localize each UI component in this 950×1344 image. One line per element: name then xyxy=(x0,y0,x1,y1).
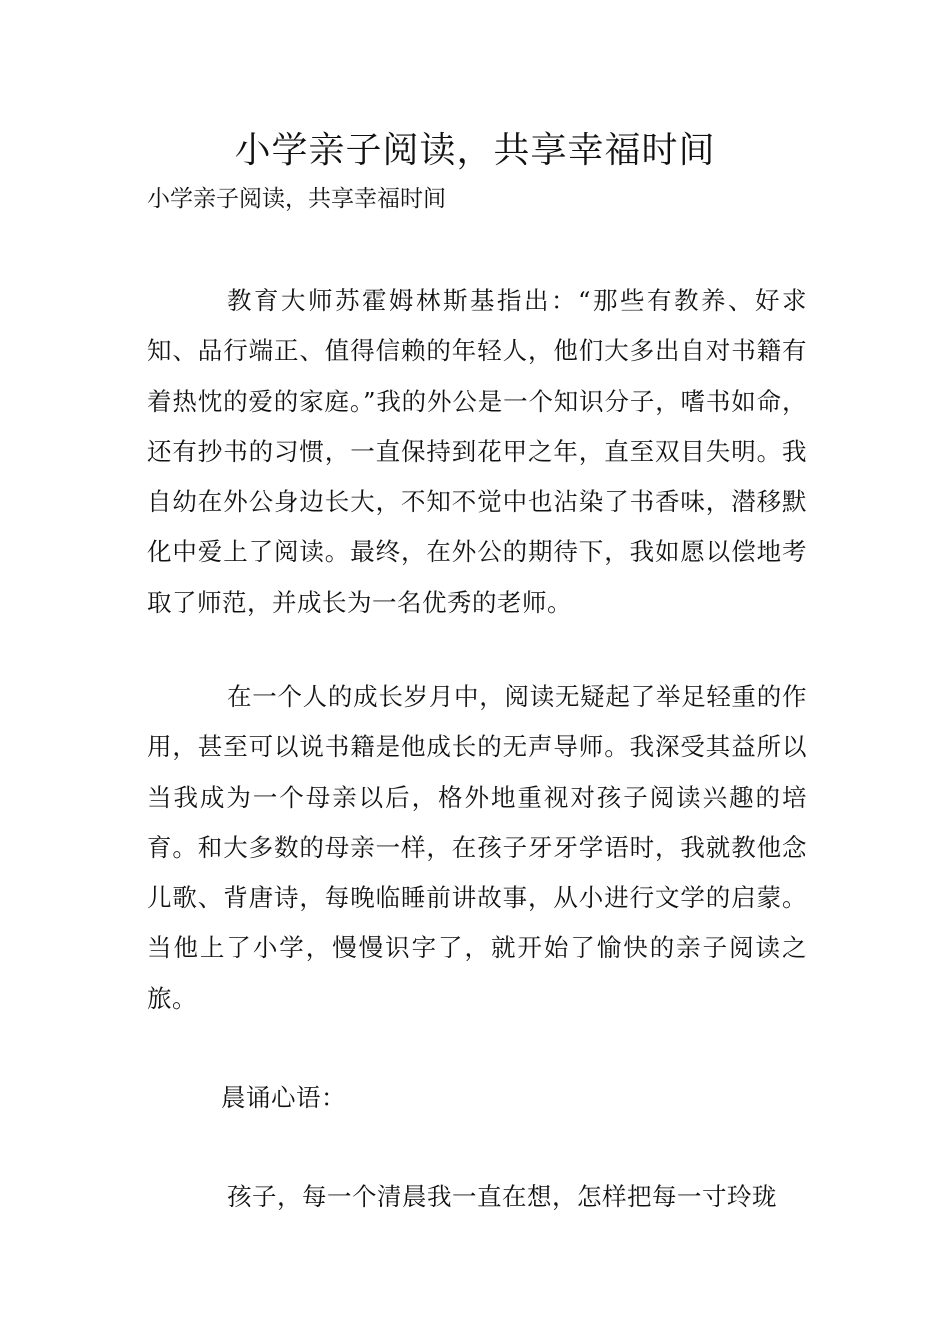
document-title: 小学亲子阅读，共享幸福时间 xyxy=(234,130,716,171)
paragraph-4: 孩子，每一个清晨我一直在想，怎样把每一寸玲珑 xyxy=(227,1182,777,1211)
paragraph-2: 在一个人的成长岁月中，阅读无疑起了举足轻重的作用，甚至可以说书籍是他成长的无声导师。我深受其益所以当我成为一个母亲以后，格外地重视对孩子阅读兴趣的培育。和大多数的母亲一样，在孩子牙牙学语时，我就教他念儿歌、背唐诗，每晚临睡前讲故事，从小进行文学的启蒙。当他上了小学，慢慢识字了，就开始了愉快的亲子阅读之旅。 xyxy=(147,682,807,1013)
paragraph-1: 教育大师苏霍姆林斯基指出：“那些有教养、好求知、品行端正、值得信赖的年轻人，他们大多出自对书籍有着热忱的爱的家庭。”我的外公是一个知识分子，嗜书如命，还有抄书的习惯，一直保持到花甲之年，直至双目失明。我自幼在外公身边长大，不知不觉中也沾染了书香味，潜移默化中爱上了阅读。最终，在外公的期待下，我如愿以偿地考取了师范，并成长为一名优秀的老师。 xyxy=(147,286,807,617)
section-heading-morning-words: 晨诵心语： xyxy=(221,1083,346,1112)
document-subtitle: 小学亲子阅读，共享幸福时间 xyxy=(147,186,446,212)
